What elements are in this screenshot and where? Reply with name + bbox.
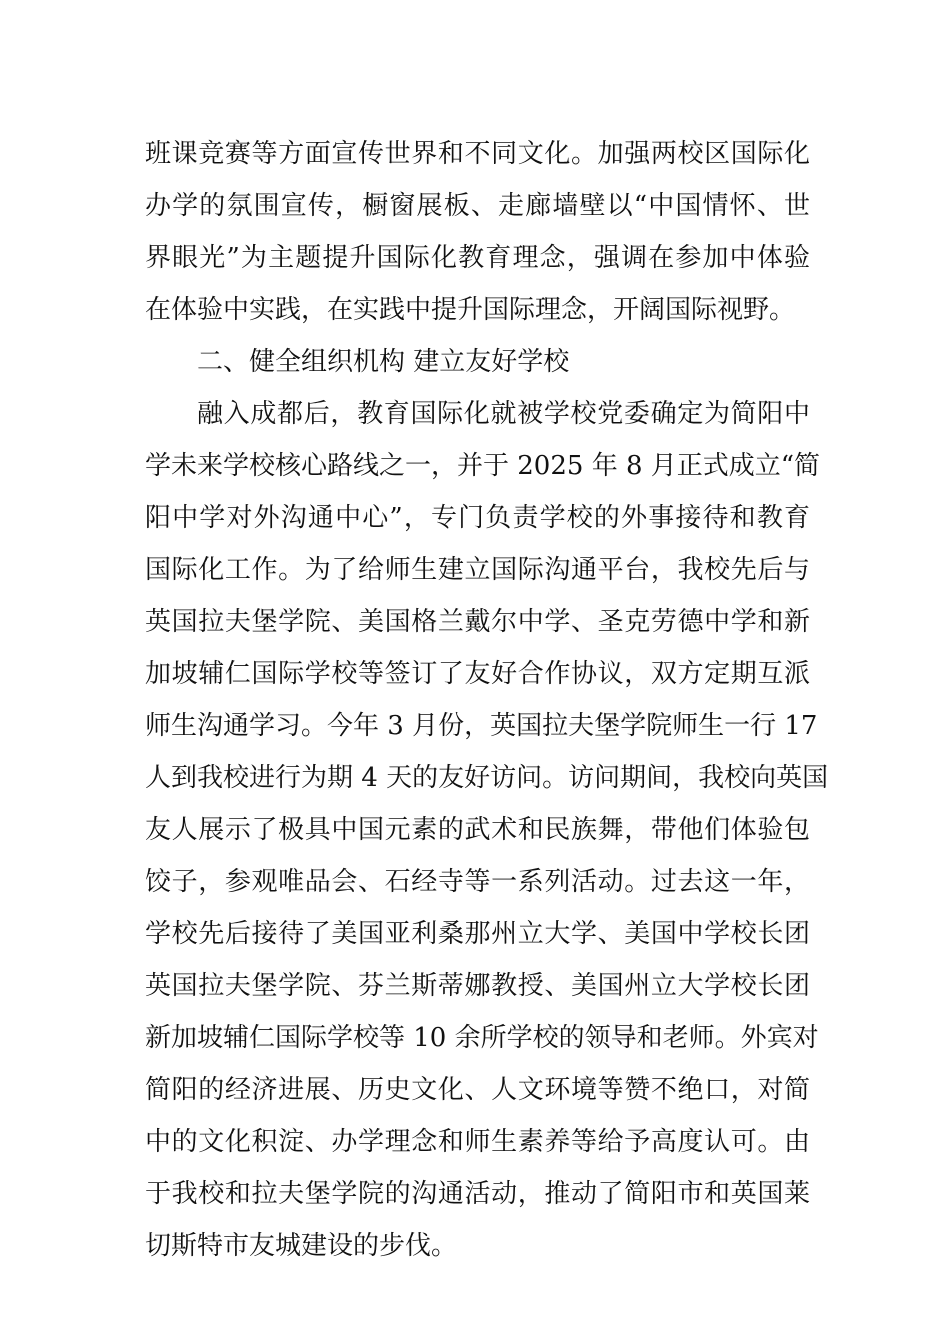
- document-body: [145, 128, 829, 1272]
- text-line: 友人展示了极具中国元素的武术和民族舞，带他们体验包: [145, 815, 810, 845]
- text-line: 班课竞赛等方面宣传世界和不同文化。加强两校区国际化: [145, 139, 810, 169]
- text-line: 界眼光”为主题提升国际化教育理念，强调在参加中体验: [145, 243, 810, 273]
- text-line: 在体验中实践，在实践中提升国际理念，开阔国际视野。: [145, 295, 796, 325]
- text-line: 师生沟通学习。今年 3 月份，英国拉夫堡学院师生一行 17: [145, 711, 818, 741]
- text-line: 于我校和拉夫堡学院的沟通活动，推动了简阳市和英国莱: [145, 1179, 810, 1209]
- text-line: 学校先后接待了美国亚利桑那州立大学、美国中学校长团: [145, 919, 810, 949]
- text-line: 中的文化积淀、办学理念和师生素养等给予高度认可。由: [145, 1127, 810, 1157]
- text-line: 简阳的经济进展、历史文化、人文环境等赞不绝口，对简: [145, 1075, 810, 1105]
- text-line: 人到我校进行为期 4 天的友好访问。访问期间，我校向英国: [145, 763, 829, 793]
- text-line: 加坡辅仁国际学校等签订了友好合作协议，双方定期互派: [145, 659, 810, 689]
- text-line: 国际化工作。为了给师生建立国际沟通平台，我校先后与: [145, 555, 810, 585]
- text-line: 融入成都后，教育国际化就被学校党委确定为简阳中: [197, 399, 810, 429]
- section-heading: 二、健全组织机构 建立友好学校: [197, 347, 570, 377]
- text-line: 切斯特市友城建设的步伐。: [145, 1231, 458, 1261]
- text-line: 新加坡辅仁国际学校等 10 余所学校的领导和老师。外宾对: [145, 1023, 819, 1053]
- text-line: 英国拉夫堡学院、芬兰斯蒂娜教授、美国州立大学校长团: [145, 971, 810, 1001]
- text-line: 办学的氛围宣传，橱窗展板、走廊墙壁以“中国情怀、世: [145, 191, 810, 221]
- text-line: 阳中学对外沟通中心”，专门负责学校的外事接待和教育: [145, 503, 810, 533]
- text-line: 英国拉夫堡学院、美国格兰戴尔中学、圣克劳德中学和新: [145, 607, 810, 637]
- text-line: 饺子，参观唯品会、石经寺等一系列活动。过去这一年，: [145, 867, 810, 897]
- text-line: 学未来学校核心路线之一，并于 2025 年 8 月正式成立“简: [145, 451, 821, 481]
